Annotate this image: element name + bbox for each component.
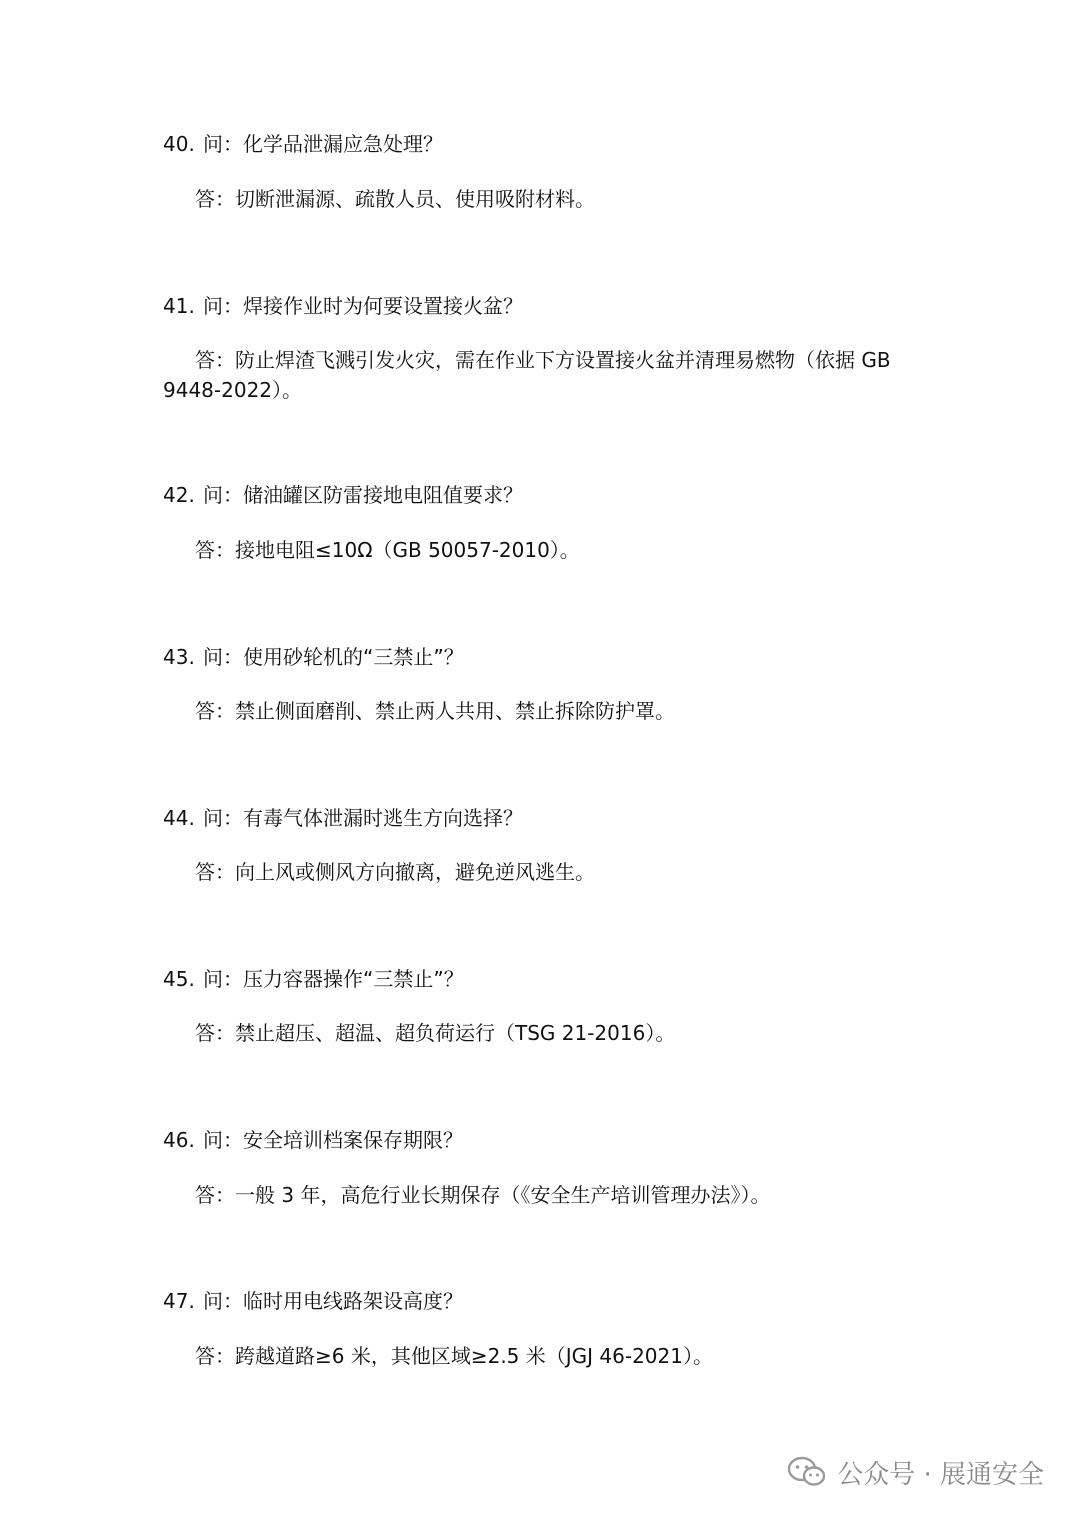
question-number: 45. (163, 967, 195, 991)
question (163, 965, 464, 993)
answer-text: 答：一般 3 年，高危行业长期保存（《安全生产培训管理办法》）。 (195, 1183, 771, 1207)
watermark (787, 1452, 1044, 1492)
watermark-text: 公众号 · 展通安全 (837, 1459, 1044, 1490)
question (163, 130, 443, 158)
answer-text: 答：禁止超压、超温、超负荷运行（TSG 21-2016）。 (195, 1021, 676, 1045)
question (163, 804, 523, 832)
question-number: 44. (163, 806, 195, 830)
question-text: 问：使用砂轮机的“三禁止”？ (203, 645, 464, 669)
question (163, 292, 523, 320)
answer-text: 答：禁止侧面磨削、禁止两人共用、禁止拆除防护罩。 (195, 699, 675, 723)
answer-text: 答：跨越道路≥6 米，其他区域≥2.5 米（JGJ 46-2021）。 (195, 1344, 713, 1368)
question (163, 1126, 463, 1154)
answer-text: 答：向上风或侧风方向撤离，避免逆风逃生。 (195, 860, 595, 884)
question (163, 643, 464, 671)
question-number: 40. (163, 132, 195, 156)
question-number: 43. (163, 645, 195, 669)
question-number: 42. (163, 483, 195, 507)
answer-text: 答：接地电阻≤10Ω（GB 50057-2010）。 (195, 538, 580, 562)
answer-text: 答：防止焊渣飞溅引发火灾，需在作业下方设置接火盆并清理易燃物（依据 GB 9448-2022）。 (163, 348, 891, 402)
question-text: 问：安全培训档案保存期限？ (203, 1128, 463, 1152)
question-text: 问：焊接作业时为何要设置接火盆？ (203, 294, 523, 318)
question-text: 问：压力容器操作“三禁止”？ (203, 967, 464, 991)
answer-text: 答：切断泄漏源、疏散人员、使用吸附材料。 (195, 187, 595, 211)
question (163, 481, 523, 509)
question-text: 问：临时用电线路架设高度？ (203, 1289, 463, 1313)
question-number: 47. (163, 1289, 195, 1313)
question-text: 问：化学品泄漏应急处理？ (203, 132, 443, 156)
question-number: 41. (163, 294, 195, 318)
question (163, 1287, 463, 1315)
question-number: 46. (163, 1128, 195, 1152)
question-text: 问：储油罐区防雷接地电阻值要求？ (203, 483, 523, 507)
wechat-icon (787, 1456, 827, 1488)
question-text: 问：有毒气体泄漏时逃生方向选择？ (203, 806, 523, 830)
